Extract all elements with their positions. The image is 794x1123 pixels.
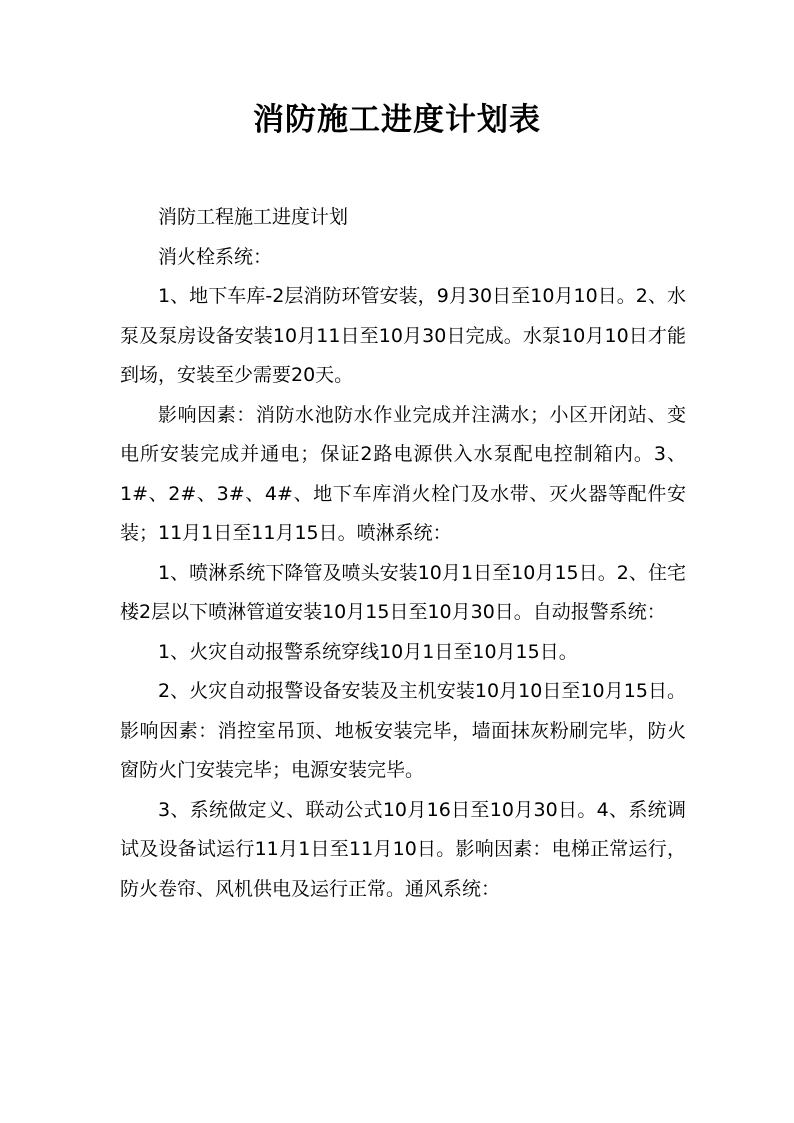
paragraph-alarm-wiring: 1、火灾自动报警系统穿线10月1日至10月15日。 [158, 640, 578, 663]
paragraph-subtitle: 消防工程施工进度计划 [158, 206, 349, 228]
paragraph-alarm-linkage: 3、系统做定义、联动公式10月16日至10月30日。4、系统调试及设备试运行11月1日至11月10日。影响因素：电梯正常运行，防火卷帘、风机供电及运行正常。通风系统： [120, 798, 686, 900]
paragraph-sprinkler-schedule: 1、喷淋系统下降管及喷头安装10月1日至10月15日。2、住宅楼2层以下喷淋管道安装10月15日至10月30日。自动报警系统： [120, 561, 686, 623]
paragraph-hydrant-schedule: 1、地下车库-2层消防环管安装，9月30日至10月10日。2、水泵及泵房设备安装10月11日至10月30日完成。水泵10月10日才能到场，安装至少需要20天。 [120, 285, 686, 386]
paragraph-hydrant-heading: 消火栓系统： [158, 245, 273, 268]
paragraph-hydrant-factors: 影响因素：消防水池防水作业完成并注满水；小区开闭站、变电所安装完成并通电；保证2路电源供入水泵配电控制箱内。3、1#、2#、3#、4#、地下车库消火栓门及水带、灭火器等配件安装；11月1日至11月15日。喷淋系统： [120, 403, 686, 544]
paragraph-alarm-equipment: 2、火灾自动报警设备安装及主机安装10月10日至10月15日。影响因素：消控室吊顶、地板安装完毕，墙面抹灰粉刷完毕，防火窗防火门安装完毕；电源安装完毕。 [120, 680, 686, 781]
document-body [120, 198, 686, 909]
document-title: 消防施工进度计划表 [253, 102, 541, 138]
